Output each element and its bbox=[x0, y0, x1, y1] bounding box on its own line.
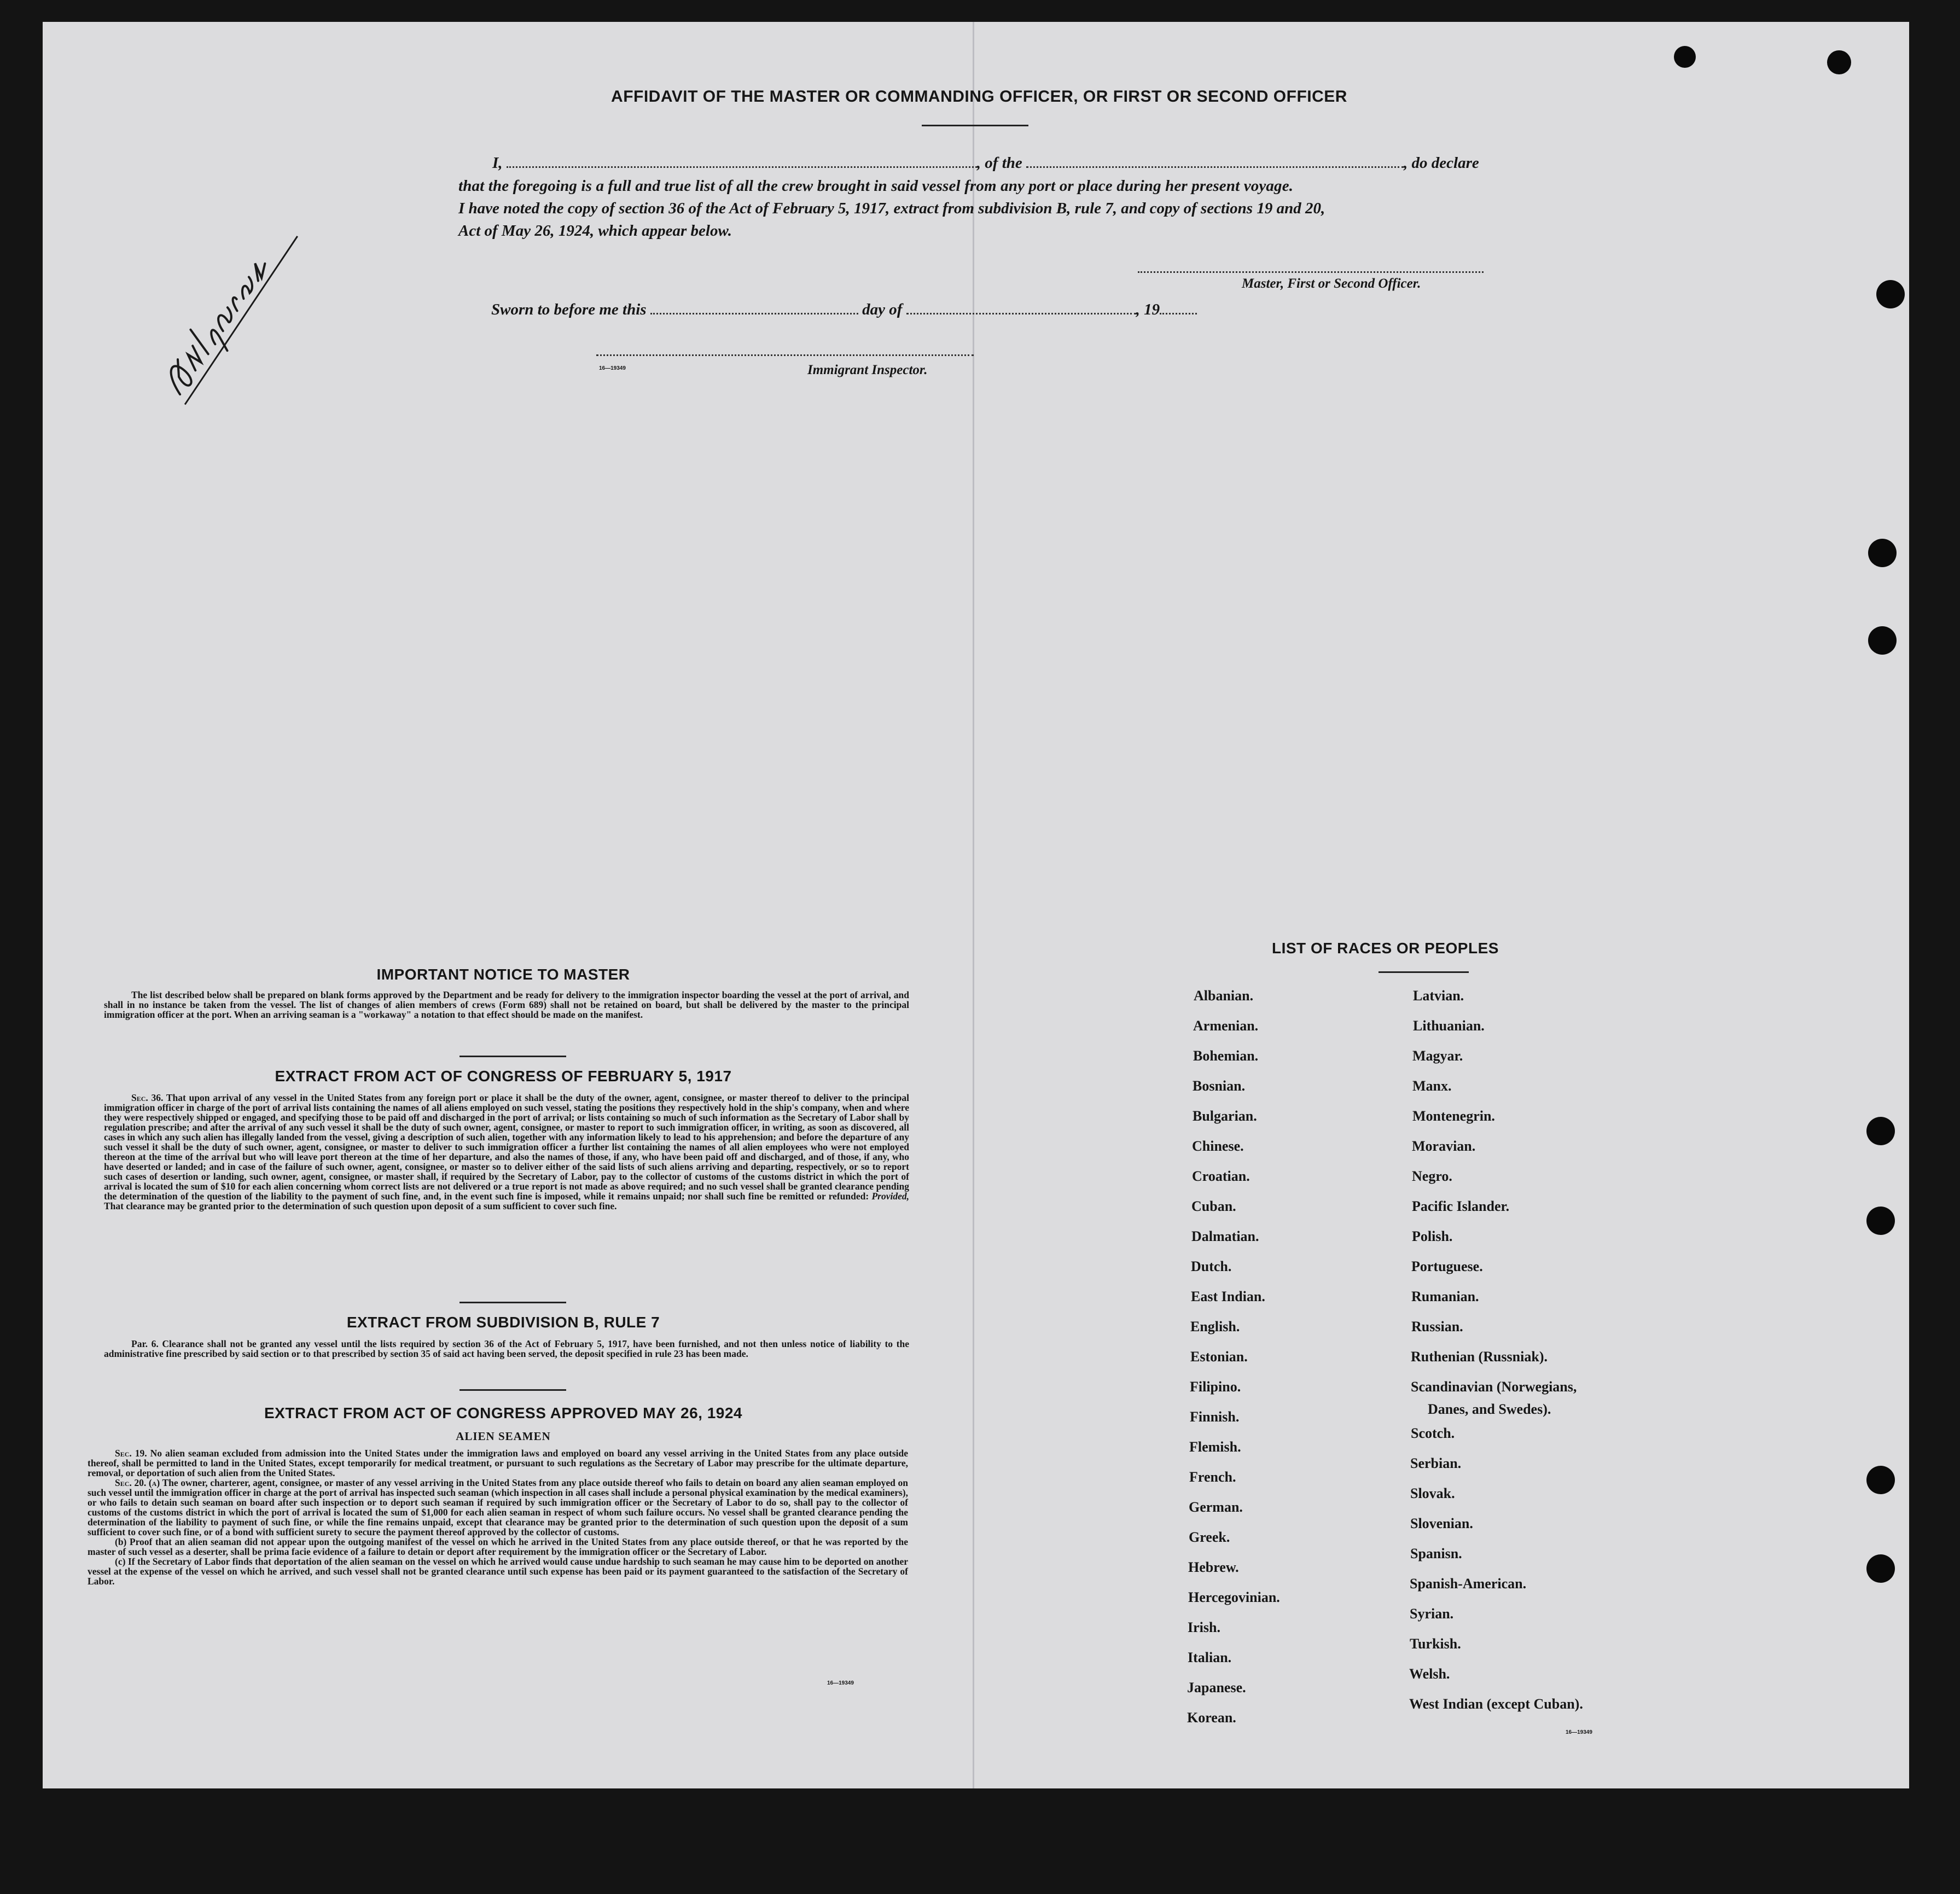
divider bbox=[1379, 971, 1469, 973]
day-of-label: day of bbox=[862, 301, 903, 318]
race-item: Flemish. bbox=[1189, 1439, 1241, 1455]
form-number: 16—19349 bbox=[1566, 1729, 1592, 1735]
sec20c-body: (c) If the Secretary of Labor finds that deportation of the alien seaman on the vessel on which he arrived would cause undue hardship to such seaman he may cause him to be deported on another vessel at the expense of the vessel on which he arrived, and such vessel shall not be granted clearance until such expense has been paid or its payment guaranteed to the satisfaction of the Secretary of Labor. bbox=[88, 1556, 908, 1587]
race-item: East Indian. bbox=[1191, 1289, 1265, 1304]
sec36-body: That upon arrival of any vessel in the United States from any foreign port or place it shall be the duty of the owner, agent, consignee, or master thereof to deliver to the principal immigration officer in charge of the port of arrival lists containing the names of all aliens employed on such vessel, stating the positions they respectively hold in the ship's company, when and where they were respectively shipped or engaged, and specifying those to be paid off and discharged in the port of arrival; or lists containing so much of such information as the Secretary of Labor shall by regulation prescribe; and after the arrival of any such vessel it shall be the duty of such owner, agent, consignee, or master to report to such immigration officer, in writing, as soon as discovered, all cases in which any such alien has illegally landed from the vessel, giving a description of such alien, together with any information likely to lead to his apprehension; and before the departure of any such vessel it shall be the duty of such owner, agent, consignee, or master to deliver to such immigration officer a further list containing the names of all alien employees who were not employed thereon at the time of the arrival but who will leave port thereon at the time of her departure, and also the names of those, if any, who have been paid off and discharged, and of those, if any, who have deserted or landed; and in case of the failure of such owner, agent, consignee, or master so to deliver either of the said lists of such aliens arriving and departing, respectively, or so to report such cases of desertion or landing, such owner, agent, consignee, or master shall, if required by the Secretary of Labor, pay to the collector of customs of the customs district in which the port of arrival is located the sum of $10 for each alien concerning whom correct lists are not delivered or a true report is not made as above required; and no such vessel shall be granted clearance pending the determination of the question of the liability to the payment of such fine, and, in the event such fine is imposed, while it remains unpaid; nor shall such fine be remitted or refunded: bbox=[104, 1092, 910, 1202]
sworn-label: Sworn to before me this bbox=[491, 301, 647, 318]
race-item: German. bbox=[1189, 1499, 1243, 1515]
race-item: Bohemian. bbox=[1193, 1048, 1259, 1064]
signature-label: Master, First or Second Officer. bbox=[1242, 276, 1421, 291]
form-number: 16—19349 bbox=[599, 365, 626, 371]
extract-1924-body bbox=[88, 1448, 908, 1586]
proviso-label: Provided, bbox=[871, 1191, 909, 1202]
binder-hole bbox=[1827, 50, 1851, 74]
sec19-body: No alien seaman excluded from admission into the United States under the immigration laws and employed on board any vessel arriving in the United States from any place outside thereof, shall be permitted to land in the United States, except temporarily for medical treatment, or pursuant to such regulations as the Secretary of Labor may prescribe for the ultimate departure, removal, or deportation of such alien from the United States. bbox=[88, 1448, 908, 1478]
race-item: Cuban. bbox=[1191, 1198, 1236, 1214]
binder-hole bbox=[1868, 539, 1897, 567]
proviso-body: That clearance may be granted prior to the determination of such question upon deposit of a sum sufficient to cover such fine. bbox=[104, 1200, 617, 1211]
race-item: Bulgarian. bbox=[1193, 1108, 1257, 1124]
sec20b-body: (b) Proof that an alien seaman did not appear upon the outgoing manifest of the vessel on which he arrived in the United States from any place outside thereof, or that he was reported by the master of such vessel as a deserter, shall be prima facie evidence of a failure to detain or deport after requirement by the immigration officer or the Secretary of Labor. bbox=[88, 1536, 908, 1557]
race-item: Spanish-American. bbox=[1410, 1576, 1527, 1592]
sworn-day-field[interactable] bbox=[650, 300, 858, 314]
race-item: Lithuanian. bbox=[1413, 1018, 1485, 1034]
sworn-year-field[interactable] bbox=[1160, 300, 1197, 314]
race-item: Moravian. bbox=[1412, 1138, 1476, 1154]
sworn-line bbox=[491, 299, 1197, 321]
race-item: Italian. bbox=[1188, 1650, 1232, 1665]
binder-hole bbox=[1876, 280, 1905, 308]
race-item: Negro. bbox=[1412, 1168, 1452, 1184]
sec19-label: Sec. 19. bbox=[115, 1448, 147, 1459]
binder-hole bbox=[1866, 1207, 1895, 1235]
race-item: Portuguese. bbox=[1411, 1258, 1483, 1274]
i-label: I, bbox=[492, 154, 503, 172]
race-item: Albanian. bbox=[1194, 988, 1254, 1004]
race-item: Japanese. bbox=[1187, 1680, 1246, 1695]
race-item: Spanisn. bbox=[1410, 1546, 1462, 1561]
race-item: Armenian. bbox=[1193, 1018, 1259, 1034]
divider bbox=[460, 1302, 566, 1303]
affidavit-line-2: that the foregoing is a full and true list of all the crew brought in said vessel from any port or place during her present voyage. bbox=[458, 177, 1294, 195]
race-item: Welsh. bbox=[1409, 1666, 1450, 1682]
race-item: Serbian. bbox=[1410, 1455, 1462, 1471]
sec20b-paragraph bbox=[88, 1537, 908, 1557]
race-item: Magyar. bbox=[1412, 1048, 1463, 1064]
race-item: Estonian. bbox=[1190, 1349, 1248, 1365]
notice-title: IMPORTANT NOTICE TO MASTER bbox=[376, 966, 630, 983]
sec36-label: Sec. 36. bbox=[131, 1092, 164, 1103]
form-number: 16—19349 bbox=[827, 1680, 854, 1686]
races-title: LIST OF RACES OR PEOPLES bbox=[1272, 940, 1499, 957]
race-item: Turkish. bbox=[1410, 1636, 1461, 1652]
sec20c-paragraph bbox=[88, 1557, 908, 1586]
race-item: Ruthenian (Russniak). bbox=[1411, 1349, 1548, 1365]
race-item: Latvian. bbox=[1413, 988, 1464, 1004]
page-fold bbox=[973, 22, 974, 1788]
affidavit-line-4: Act of May 26, 1924, which appear below. bbox=[458, 222, 732, 240]
sec20a-body: The owner, charterer, agent, consignee, or master of any vessel arriving in the United States from any place outside thereof who fails to detain on board any alien seaman employed on such vessel until the immigration officer in charge at the port of arrival has inspected such seaman (which inspection in all cases shall include a personal physical examination by the medical examiners), or who fails to detain such seaman on board after such inspection or to deport such seaman if required by such immigration officer or the Secretary of Labor to do so, shall pay to the collector of customs of the customs district in which the port of arrival is located the sum of $1,000 for each alien seaman in respect of whom such failure occurs. No vessel shall be granted clearance pending the determination of the liability to payment of such fine, or while the fine remains unpaid, except that clearance may be granted prior to the determination of such question upon the deposit of a sum sufficient to cover such fine, or of a bond with sufficient surety to secure the payment thereof approved by the collector of customs. bbox=[88, 1477, 908, 1537]
sec20-label: Sec. 20. (a) bbox=[115, 1477, 160, 1488]
race-item: Filipino. bbox=[1190, 1379, 1241, 1395]
binder-hole bbox=[1674, 46, 1696, 68]
race-item: Russian. bbox=[1411, 1319, 1463, 1334]
extract-1917-title: EXTRACT FROM ACT OF CONGRESS OF FEBRUARY 5, 1917 bbox=[275, 1068, 732, 1085]
sec19-paragraph bbox=[88, 1448, 908, 1478]
do-declare-label: , do declare bbox=[1404, 154, 1479, 172]
race-item: Polish. bbox=[1412, 1228, 1453, 1244]
notice-text bbox=[104, 990, 909, 1019]
race-item: English. bbox=[1190, 1319, 1240, 1334]
race-item: Dutch. bbox=[1191, 1258, 1232, 1274]
inspector-signature-line[interactable] bbox=[596, 354, 974, 356]
race-item: Montenegrin. bbox=[1412, 1108, 1495, 1124]
race-item: Irish. bbox=[1188, 1619, 1220, 1635]
name-field[interactable] bbox=[507, 153, 977, 168]
race-item: Hebrew. bbox=[1188, 1559, 1239, 1575]
extract-1924-title: EXTRACT FROM ACT OF CONGRESS APPROVED MAY 26, 1924 bbox=[264, 1405, 742, 1421]
race-item: West Indian (except Cuban). bbox=[1409, 1696, 1583, 1712]
race-item: Croatian. bbox=[1192, 1168, 1250, 1184]
race-item: Scandinavian (Norwegians, bbox=[1411, 1379, 1577, 1395]
binder-hole bbox=[1866, 1117, 1895, 1145]
affidavit-line-1 bbox=[492, 152, 1510, 174]
race-item: Chinese. bbox=[1192, 1138, 1244, 1154]
divider bbox=[922, 125, 1028, 126]
race-item: Scotch. bbox=[1411, 1425, 1455, 1441]
binder-hole bbox=[1866, 1466, 1895, 1494]
of-the-label: , of the bbox=[976, 154, 1022, 172]
rule7-title: EXTRACT FROM SUBDIVISION B, RULE 7 bbox=[346, 1314, 660, 1331]
race-item: Greek. bbox=[1189, 1529, 1230, 1545]
extract-1917-text bbox=[104, 1093, 909, 1211]
vessel-field[interactable] bbox=[1026, 153, 1404, 168]
race-item: Bosnian. bbox=[1193, 1078, 1246, 1094]
race-item: Finnish. bbox=[1190, 1409, 1240, 1425]
race-item: Hercegovinian. bbox=[1188, 1589, 1280, 1605]
notice-body: The list described below shall be prepared on blank forms approved by the Department and be ready for delivery to the immigration inspector boarding the vessel at the port of arrival, and shall in no instance be taken from the vessel. The list of changes of alien members of crews (Form 689) shall not be retained on board, but shall be delivered by the master to the principal immigration officer at the port. When an arriving seaman is a "workaway" a notation to that effect should be made on the manifest. bbox=[104, 989, 909, 1020]
divider bbox=[460, 1389, 566, 1391]
year-label: , 19 bbox=[1136, 301, 1160, 318]
divider bbox=[460, 1056, 566, 1057]
race-item: Slovak. bbox=[1410, 1485, 1455, 1501]
rule7-text bbox=[104, 1339, 909, 1359]
binder-hole bbox=[1868, 626, 1897, 655]
sec20a-paragraph bbox=[88, 1478, 908, 1537]
race-scandinavian-continued: Danes, and Swedes). bbox=[1428, 1401, 1551, 1417]
binder-hole bbox=[1866, 1554, 1895, 1583]
rule7-body: Par. 6. Clearance shall not be granted any vessel until the lists required by section 36 of the Act of February 5, 1917, have been furnished, and not then unless notice of liability to the administrative fine prescribed by said section or to that prescribed by section 35 of said act having been served, the deposit specified in rule 23 has been made. bbox=[104, 1338, 909, 1359]
race-item: Slovenian. bbox=[1410, 1516, 1473, 1531]
race-item: Dalmatian. bbox=[1191, 1228, 1259, 1244]
race-item: French. bbox=[1189, 1469, 1236, 1485]
race-item: Rumanian. bbox=[1411, 1289, 1479, 1304]
sworn-month-field[interactable] bbox=[906, 300, 1136, 314]
affidavit-line-3: I have noted the copy of section 36 of the Act of February 5, 1917, extract from subdivision B, rule 7, and copy of sections 19 and 20, bbox=[458, 200, 1325, 217]
alien-seamen-subtitle: ALIEN SEAMEN bbox=[456, 1430, 551, 1443]
affidavit-title: AFFIDAVIT OF THE MASTER OR COMMANDING OFFICER, OR FIRST OR SECOND OFFICER bbox=[611, 88, 1347, 106]
inspector-label: Immigrant Inspector. bbox=[807, 363, 928, 377]
race-item: Pacific Islander. bbox=[1412, 1198, 1510, 1214]
race-item: Manx. bbox=[1412, 1078, 1452, 1094]
race-item: Korean. bbox=[1187, 1710, 1236, 1726]
race-item: Syrian. bbox=[1410, 1606, 1454, 1622]
